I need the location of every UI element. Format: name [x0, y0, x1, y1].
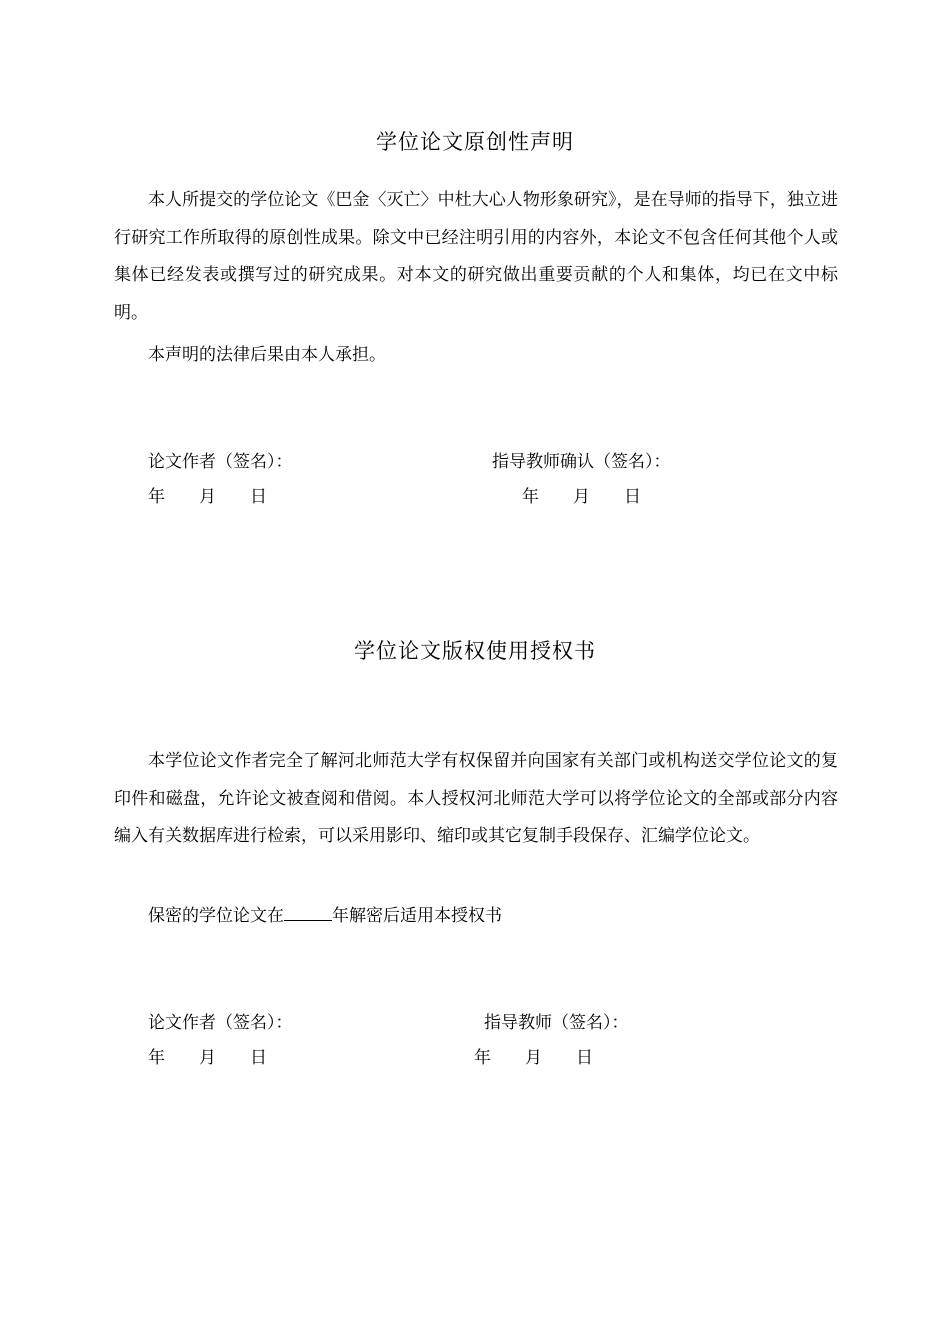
copyright-advisor-date: 年 月 日 [474, 1048, 593, 1068]
originality-title: 学位论文原创性声明 [376, 130, 574, 154]
copyright-author-signature-label: 论文作者（签名）： [148, 1013, 293, 1033]
secret-thesis-statement [148, 901, 502, 926]
copyright-author-date: 年 月 日 [148, 1048, 267, 1068]
secret-prefix: 保密的学位论文在 [148, 906, 284, 926]
originality-liability-statement: 本声明的法律后果由本人承担。 [148, 345, 386, 365]
copyright-paragraph: 本学位论文作者完全了解河北师范大学有权保留并向国家有关部门或机构送交学位论文的复印件和磁盘，允许论文被查阅和借阅。本人授权河北师范大学可以将学位论文的全部或部分内容编入有关数据库进行检索，可以采用影印、缩印或其它复制手段保存、汇编学位论文。 [114, 751, 838, 846]
advisor-confirm-signature-label: 指导教师确认（签名）： [492, 452, 671, 472]
copyright-title: 学位论文版权使用授权书 [354, 639, 596, 663]
advisor-date: 年 月 日 [522, 487, 641, 507]
copyright-advisor-signature-label: 指导教师（签名）： [484, 1013, 629, 1033]
secret-suffix: 年解密后适用本授权书 [332, 906, 502, 926]
originality-paragraph: 本人所提交的学位论文《巴金〈灭亡〉中杜大心人物形象研究》，是在导师的指导下，独立进行研究工作所取得的原创性成果。除文中已经注明引用的内容外，本论文不包含任何其他个人或集体已经发表或撰写过的研究成果。对本文的研究做出重要贡献的个人和集体，均已在文中标明。 [114, 190, 838, 323]
years-blank [284, 906, 332, 921]
author-signature-label: 论文作者（签名）： [148, 452, 293, 472]
author-date: 年 月 日 [148, 487, 267, 507]
